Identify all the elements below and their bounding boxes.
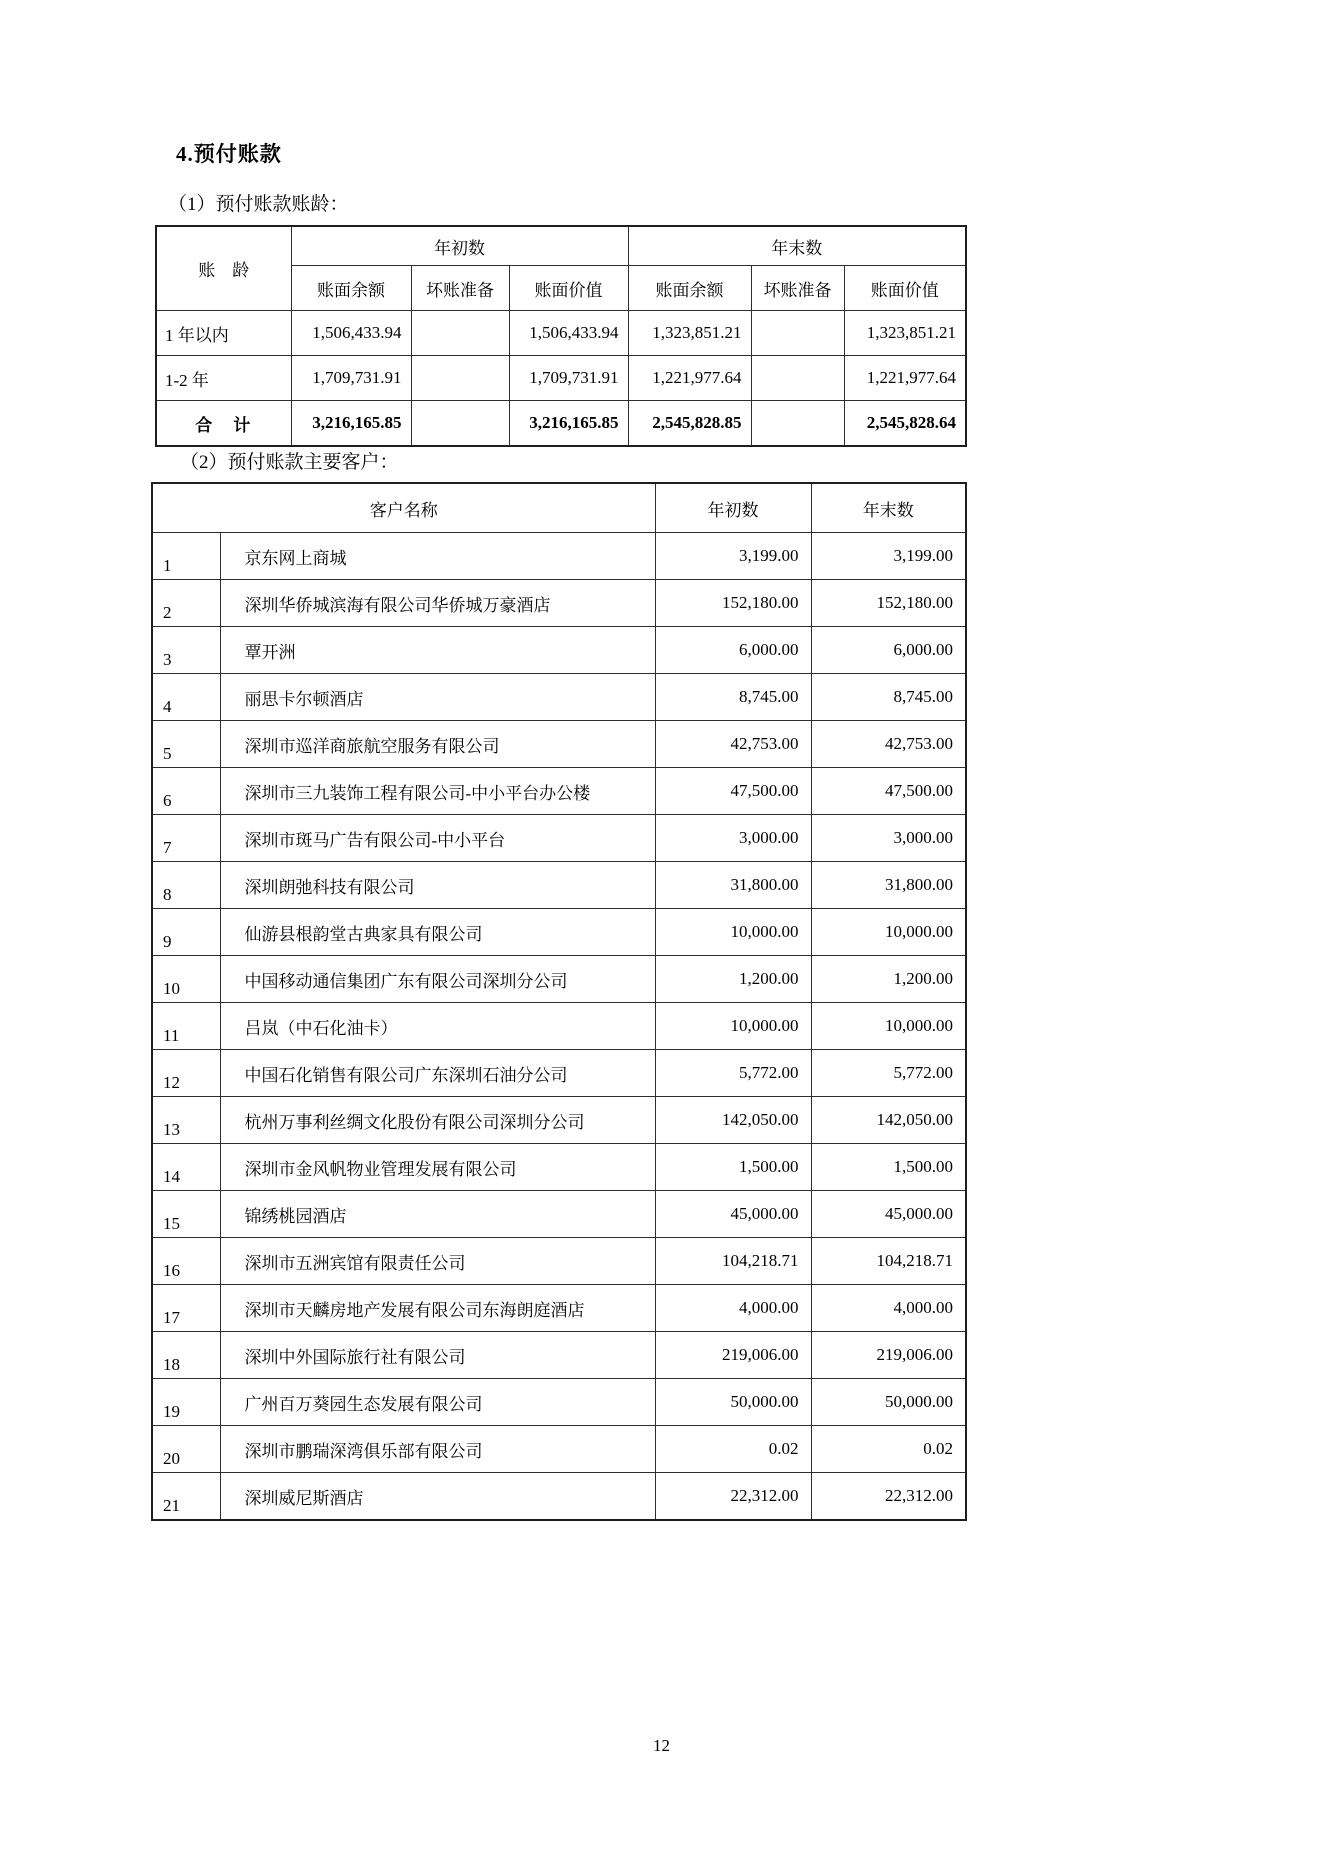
aging-header-ys-bad-debt: 坏账准备	[411, 266, 509, 311]
customer-year-end-amount: 5,772.00	[811, 1050, 966, 1097]
aging-table-row	[156, 311, 966, 356]
customer-name-cell: 深圳市天麟房地产发展有限公司东海朗庭酒店	[220, 1285, 655, 1332]
aging-header-ye-book-value: 账面价值	[844, 266, 966, 311]
aging-row-label: 合 计	[156, 401, 291, 447]
customer-year-end-amount: 6,000.00	[811, 627, 966, 674]
customer-table-row	[152, 1379, 966, 1426]
customer-year-end-amount: 1,500.00	[811, 1144, 966, 1191]
customers-table	[151, 482, 967, 1521]
customer-year-start-amount: 10,000.00	[655, 1003, 811, 1050]
aging-ys-bad-debt-cell	[411, 311, 509, 356]
customer-table-row	[152, 1332, 966, 1379]
customer-name-cell: 深圳市三九装饰工程有限公司-中小平台办公楼	[220, 768, 655, 815]
aging-ys-book-balance-cell: 3,216,165.85	[291, 401, 411, 447]
customer-table-row	[152, 768, 966, 815]
customer-year-end-amount: 10,000.00	[811, 909, 966, 956]
customer-year-start-amount: 10,000.00	[655, 909, 811, 956]
aging-table	[155, 225, 967, 447]
aging-ys-book-balance-cell: 1,506,433.94	[291, 311, 411, 356]
customer-year-end-amount: 31,800.00	[811, 862, 966, 909]
customer-table-row	[152, 956, 966, 1003]
customer-year-end-amount: 104,218.71	[811, 1238, 966, 1285]
customer-year-end-amount: 10,000.00	[811, 1003, 966, 1050]
aging-ye-bad-debt-cell	[751, 356, 844, 401]
aging-ys-book-value-cell: 1,506,433.94	[509, 311, 628, 356]
customer-table-row	[152, 1003, 966, 1050]
customer-row-number: 21	[152, 1473, 220, 1521]
customer-year-start-amount: 142,050.00	[655, 1097, 811, 1144]
customer-row-number: 6	[152, 768, 220, 815]
customer-table-row	[152, 674, 966, 721]
aging-ye-bad-debt-cell	[751, 401, 844, 447]
customer-name-cell: 覃开洲	[220, 627, 655, 674]
customer-table-row	[152, 862, 966, 909]
customer-year-start-amount: 1,500.00	[655, 1144, 811, 1191]
customer-table-row	[152, 1473, 966, 1521]
customer-table-row	[152, 1426, 966, 1473]
customer-year-start-amount: 4,000.00	[655, 1285, 811, 1332]
customer-row-number: 7	[152, 815, 220, 862]
aging-header-ys-book-balance: 账面余额	[291, 266, 411, 311]
customer-year-end-amount: 152,180.00	[811, 580, 966, 627]
aging-ys-book-value-cell: 1,709,731.91	[509, 356, 628, 401]
aging-ye-book-balance-cell: 2,545,828.85	[628, 401, 751, 447]
aging-table-row	[156, 401, 966, 447]
customer-row-number: 4	[152, 674, 220, 721]
customer-row-number: 18	[152, 1332, 220, 1379]
customer-row-number: 9	[152, 909, 220, 956]
customers-header-year-end: 年末数	[811, 483, 966, 533]
aging-ys-book-value-cell: 3,216,165.85	[509, 401, 628, 447]
aging-header-ys-book-value: 账面价值	[509, 266, 628, 311]
customer-row-number: 2	[152, 580, 220, 627]
customer-table-row	[152, 1097, 966, 1144]
customer-year-start-amount: 0.02	[655, 1426, 811, 1473]
customer-year-start-amount: 5,772.00	[655, 1050, 811, 1097]
customer-row-number: 17	[152, 1285, 220, 1332]
customer-year-start-amount: 22,312.00	[655, 1473, 811, 1521]
customer-year-start-amount: 31,800.00	[655, 862, 811, 909]
customer-year-start-amount: 104,218.71	[655, 1238, 811, 1285]
customer-name-cell: 深圳中外国际旅行社有限公司	[220, 1332, 655, 1379]
customer-row-number: 13	[152, 1097, 220, 1144]
customer-year-end-amount: 8,745.00	[811, 674, 966, 721]
aging-ye-book-value-cell: 1,323,851.21	[844, 311, 966, 356]
customer-table-row	[152, 533, 966, 580]
aging-ye-book-value-cell: 2,545,828.64	[844, 401, 966, 447]
customer-name-cell: 仙游县根韵堂古典家具有限公司	[220, 909, 655, 956]
aging-table-row	[156, 356, 966, 401]
customer-name-cell: 丽思卡尔顿酒店	[220, 674, 655, 721]
customer-name-cell: 深圳市巡洋商旅航空服务有限公司	[220, 721, 655, 768]
customer-row-number: 19	[152, 1379, 220, 1426]
customer-year-end-amount: 142,050.00	[811, 1097, 966, 1144]
customers-header-year-start: 年初数	[655, 483, 811, 533]
customer-table-row	[152, 627, 966, 674]
aging-header-row-1	[156, 226, 966, 266]
customer-name-cell: 深圳市斑马广告有限公司-中小平台	[220, 815, 655, 862]
aging-row-label: 1 年以内	[156, 311, 291, 356]
aging-header-year-start: 年初数	[291, 226, 628, 266]
customer-name-cell: 深圳市金风帆物业管理发展有限公司	[220, 1144, 655, 1191]
customer-table-row	[152, 1191, 966, 1238]
customer-name-cell: 深圳市五洲宾馆有限责任公司	[220, 1238, 655, 1285]
customer-row-number: 12	[152, 1050, 220, 1097]
customer-table-row	[152, 815, 966, 862]
customer-year-end-amount: 22,312.00	[811, 1473, 966, 1521]
customer-row-number: 15	[152, 1191, 220, 1238]
customer-name-cell: 锦绣桃园酒店	[220, 1191, 655, 1238]
customer-name-cell: 深圳市鹏瑞深湾俱乐部有限公司	[220, 1426, 655, 1473]
aging-ys-bad-debt-cell	[411, 356, 509, 401]
customer-year-start-amount: 8,745.00	[655, 674, 811, 721]
customer-row-number: 20	[152, 1426, 220, 1473]
section-title: 4.预付账款	[176, 142, 282, 166]
aging-header-ye-book-balance: 账面余额	[628, 266, 751, 311]
aging-ys-bad-debt-cell	[411, 401, 509, 447]
customer-year-start-amount: 47,500.00	[655, 768, 811, 815]
customer-year-start-amount: 6,000.00	[655, 627, 811, 674]
customer-table-row	[152, 580, 966, 627]
customer-name-cell: 广州百万葵园生态发展有限公司	[220, 1379, 655, 1426]
customer-year-end-amount: 4,000.00	[811, 1285, 966, 1332]
customer-name-cell: 杭州万事利丝绸文化股份有限公司深圳分公司	[220, 1097, 655, 1144]
customer-year-end-amount: 47,500.00	[811, 768, 966, 815]
customer-year-start-amount: 3,000.00	[655, 815, 811, 862]
customer-table-row	[152, 1144, 966, 1191]
customers-header-row	[152, 483, 966, 533]
aging-header-year-end: 年末数	[628, 226, 966, 266]
customer-name-cell: 吕岚（中石化油卡）	[220, 1003, 655, 1050]
customer-year-end-amount: 45,000.00	[811, 1191, 966, 1238]
customer-row-number: 1	[152, 533, 220, 580]
customer-year-end-amount: 0.02	[811, 1426, 966, 1473]
customer-name-cell: 深圳威尼斯酒店	[220, 1473, 655, 1521]
customer-year-end-amount: 50,000.00	[811, 1379, 966, 1426]
customer-row-number: 5	[152, 721, 220, 768]
customer-year-start-amount: 45,000.00	[655, 1191, 811, 1238]
customer-table-row	[152, 909, 966, 956]
aging-ye-book-value-cell: 1,221,977.64	[844, 356, 966, 401]
customer-year-start-amount: 1,200.00	[655, 956, 811, 1003]
customer-name-cell: 中国移动通信集团广东有限公司深圳分公司	[220, 956, 655, 1003]
aging-header-ye-bad-debt: 坏账准备	[751, 266, 844, 311]
aging-header-label: 账 龄	[156, 226, 291, 311]
subsection-aging-title: （1）预付账款账龄：	[168, 194, 349, 215]
customer-row-number: 14	[152, 1144, 220, 1191]
aging-ye-bad-debt-cell	[751, 311, 844, 356]
customer-year-end-amount: 3,199.00	[811, 533, 966, 580]
customer-table-row	[152, 1238, 966, 1285]
customer-year-start-amount: 42,753.00	[655, 721, 811, 768]
customer-year-start-amount: 219,006.00	[655, 1332, 811, 1379]
customer-year-end-amount: 1,200.00	[811, 956, 966, 1003]
customer-year-end-amount: 3,000.00	[811, 815, 966, 862]
customer-row-number: 10	[152, 956, 220, 1003]
aging-ys-book-balance-cell: 1,709,731.91	[291, 356, 411, 401]
customer-table-row	[152, 1050, 966, 1097]
customers-header-name: 客户名称	[152, 483, 655, 533]
customer-year-start-amount: 3,199.00	[655, 533, 811, 580]
customer-row-number: 3	[152, 627, 220, 674]
customer-name-cell: 深圳朗弛科技有限公司	[220, 862, 655, 909]
page-number: 12	[653, 1736, 670, 1755]
customer-table-row	[152, 1285, 966, 1332]
customer-name-cell: 深圳华侨城滨海有限公司华侨城万豪酒店	[220, 580, 655, 627]
customer-row-number: 16	[152, 1238, 220, 1285]
customer-year-start-amount: 50,000.00	[655, 1379, 811, 1426]
aging-row-label: 1-2 年	[156, 356, 291, 401]
customer-name-cell: 中国石化销售有限公司广东深圳石油分公司	[220, 1050, 655, 1097]
aging-ye-book-balance-cell: 1,221,977.64	[628, 356, 751, 401]
customer-name-cell: 京东网上商城	[220, 533, 655, 580]
customer-year-start-amount: 152,180.00	[655, 580, 811, 627]
customer-row-number: 8	[152, 862, 220, 909]
subsection-customers-title: （2）预付账款主要客户：	[180, 452, 399, 473]
aging-ye-book-balance-cell: 1,323,851.21	[628, 311, 751, 356]
customer-year-end-amount: 42,753.00	[811, 721, 966, 768]
customer-table-row	[152, 721, 966, 768]
customer-year-end-amount: 219,006.00	[811, 1332, 966, 1379]
customer-row-number: 11	[152, 1003, 220, 1050]
